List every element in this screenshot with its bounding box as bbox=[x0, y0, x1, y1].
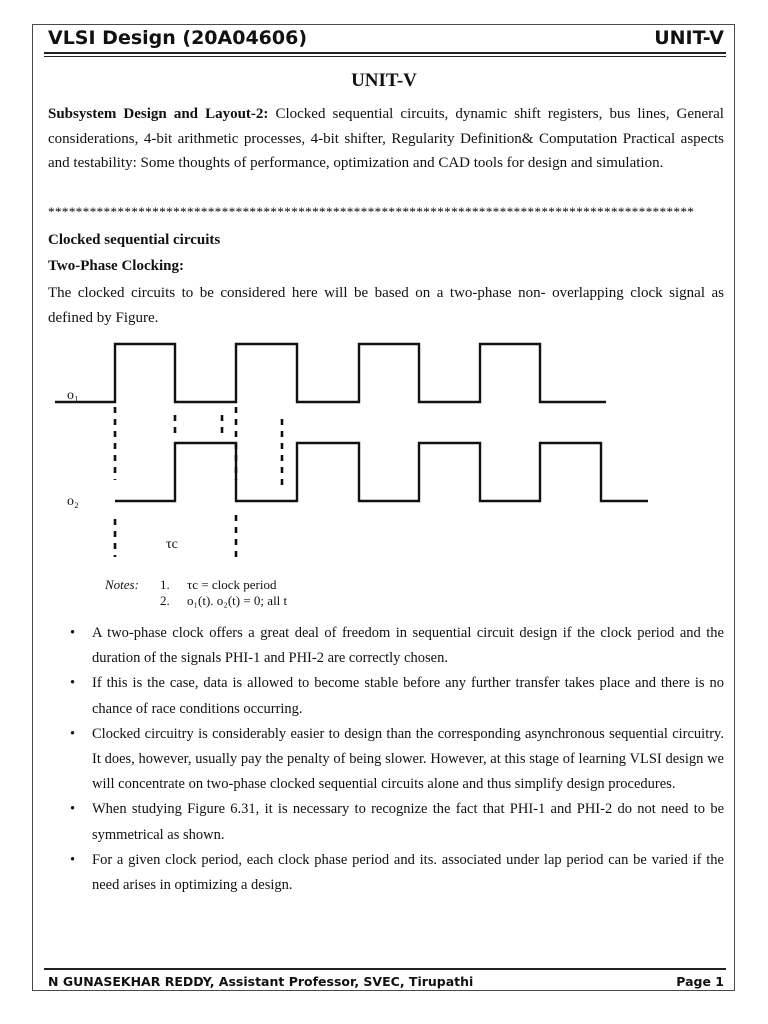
course-title: VLSI Design (20A04606) bbox=[48, 27, 308, 49]
note-1-number: 1. bbox=[160, 577, 170, 592]
list-item bbox=[70, 848, 724, 898]
bullet-text: If this is the case, data is allowed to become stable before any further transfer takes place and there is no chance of race conditions occurring. bbox=[92, 675, 724, 717]
bullet-icon: • bbox=[70, 801, 76, 818]
tc-label: τc bbox=[166, 537, 178, 552]
bullet-text: A two-phase clock offers a great deal of freedom in sequential circuit design if the clock period and the duration of the signals PHI-1 and PHI-2 are correctly chosen. bbox=[92, 625, 724, 667]
phi2-label: ο₂ bbox=[67, 494, 79, 509]
phi1-waveform bbox=[55, 344, 606, 402]
bullet-text: Clocked circuitry is considerably easier to design than the corresponding asynchronous sequential circuitry. It does, however, usually pay the penalty of being slower. However, at this stage of learning VLSI design we will concentrate on two-phase clocked sequential circuits alone and thus simplify design procedures. bbox=[92, 725, 724, 793]
note-1-text: τc = clock period bbox=[187, 577, 277, 592]
footer-rule bbox=[44, 968, 726, 970]
unit-label: UNIT-V bbox=[654, 27, 724, 49]
subheading: Two-Phase Clocking: bbox=[48, 258, 184, 274]
intro-text: Clocked sequential circuits, dynamic shift registers, bus lines, General considerations, 4-bit arithmetic processes, 4-bit shifter, Regularity Definition& Computation Practical aspects and testability: Some thoughts of performance, optimization and CAD tools for design and simulation. bbox=[48, 106, 724, 171]
note-2-text: ο₁(t). ο₂(t) = 0; all t bbox=[187, 593, 288, 608]
list-item bbox=[70, 671, 724, 721]
section-heading: Clocked sequential circuits bbox=[48, 232, 221, 248]
page-header bbox=[48, 24, 724, 52]
list-item bbox=[70, 722, 724, 798]
intro-paragraph bbox=[48, 102, 724, 176]
list-item bbox=[70, 621, 724, 671]
notes-label: Notes: bbox=[105, 577, 139, 592]
bullet-icon: • bbox=[70, 625, 76, 641]
page-number: Page 1 bbox=[676, 974, 724, 989]
note-2-number: 2. bbox=[160, 593, 170, 608]
page-title: UNIT-V bbox=[351, 70, 417, 91]
body-paragraph: The clocked circuits to be considered here will be based on a two-phase non- overlapping clock signal as defined by Figure. bbox=[48, 285, 724, 326]
bullet-list bbox=[70, 621, 724, 898]
footer-author: N GUNASEKHAR REDDY, Assistant Professor, SVEC, Tirupathi bbox=[48, 974, 474, 989]
bullet-text: For a given clock period, each clock phase period and its. associated under lap period can be varied if the need arises in optimizing a design. bbox=[92, 851, 724, 894]
two-phase-clock-figure bbox=[50, 335, 660, 617]
header-rule bbox=[44, 52, 726, 57]
intro-label: Subsystem Design and Layout-2: bbox=[48, 106, 269, 122]
phi1-label: ο₁ bbox=[67, 388, 79, 403]
separator: ********************************************************************************************* bbox=[48, 204, 695, 219]
bullet-icon: • bbox=[70, 675, 76, 692]
phi2-waveform bbox=[115, 443, 648, 501]
list-item bbox=[70, 797, 724, 847]
bullet-icon: • bbox=[70, 851, 76, 868]
bullet-icon: • bbox=[70, 725, 76, 742]
bullet-text: When studying Figure 6.31, it is necessary to recognize the fact that PHI-1 and PHI-2 do not need to be symmetrical as shown. bbox=[92, 801, 724, 843]
